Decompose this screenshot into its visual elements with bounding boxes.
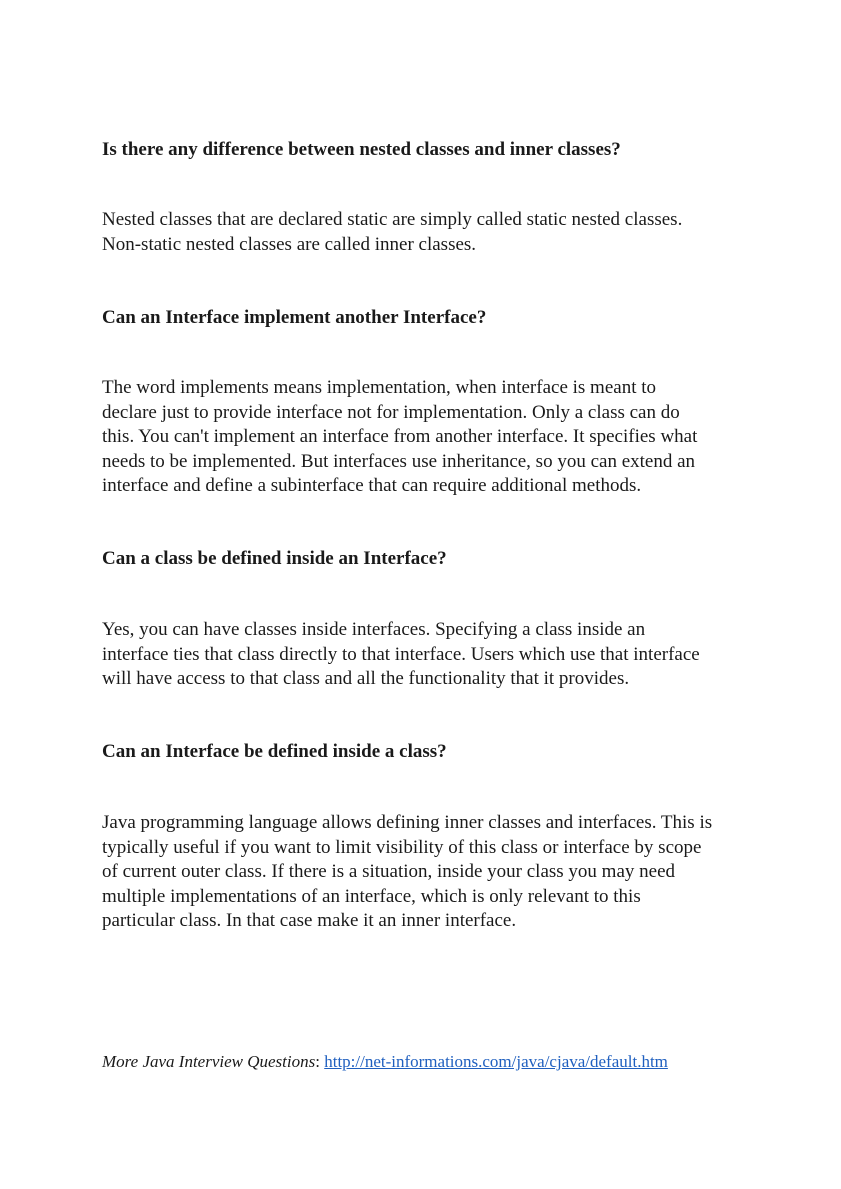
answer-line: interface ties that class directly to that interface. Users which use that interface <box>102 643 700 665</box>
answer-line: multiple implementations of an interface, which is only relevant to this <box>102 885 641 907</box>
answer-paragraph <box>102 208 762 257</box>
question-heading: Can an Interface be defined inside a class? <box>102 741 447 762</box>
footer-link[interactable]: http://net-informations.com/java/cjava/default.htm <box>324 1052 668 1071</box>
answer-line: interface and define a subinterface that can require additional methods. <box>102 475 642 496</box>
answer-line: declare just to provide interface not for implementation. Only a class can do <box>102 401 680 423</box>
footer-label: More Java Interview Questions <box>102 1052 316 1071</box>
answer-line: Nested classes that are declared static are simply called static nested classes. <box>102 209 683 230</box>
answer-line: this. You can't implement an interface from another interface. It specifies what <box>102 426 698 447</box>
answer-paragraph <box>102 618 762 692</box>
question-heading: Is there any difference between nested classes and inner classes? <box>102 139 621 160</box>
answer-paragraph <box>102 376 762 499</box>
answer-line: Java programming language allows defining inner classes and interfaces. This is <box>102 812 713 833</box>
question-heading: Can a class be defined inside an Interface? <box>102 548 447 569</box>
answer-line: Non-static nested classes are called inner classes. <box>102 233 477 255</box>
answer-line: particular class. In that case make it an inner interface. <box>102 910 517 931</box>
answer-paragraph <box>102 811 762 934</box>
answer-line: typically useful if you want to limit visibility of this class or interface by scope <box>102 836 702 858</box>
answer-line: needs to be implemented. But interfaces use inheritance, so you can extend an <box>102 450 696 472</box>
answer-line: of current outer class. If there is a situation, inside your class you may need <box>102 861 675 882</box>
footer <box>102 1050 668 1074</box>
answer-line: will have access to that class and all the functionality that it provides. <box>102 668 630 689</box>
question-heading: Can an Interface implement another Interface? <box>102 307 487 328</box>
answer-line: The word implements means implementation, when interface is meant to <box>102 377 657 398</box>
footer-separator: : <box>315 1052 325 1071</box>
answer-line: Yes, you can have classes inside interfaces. Specifying a class inside an <box>102 619 646 640</box>
